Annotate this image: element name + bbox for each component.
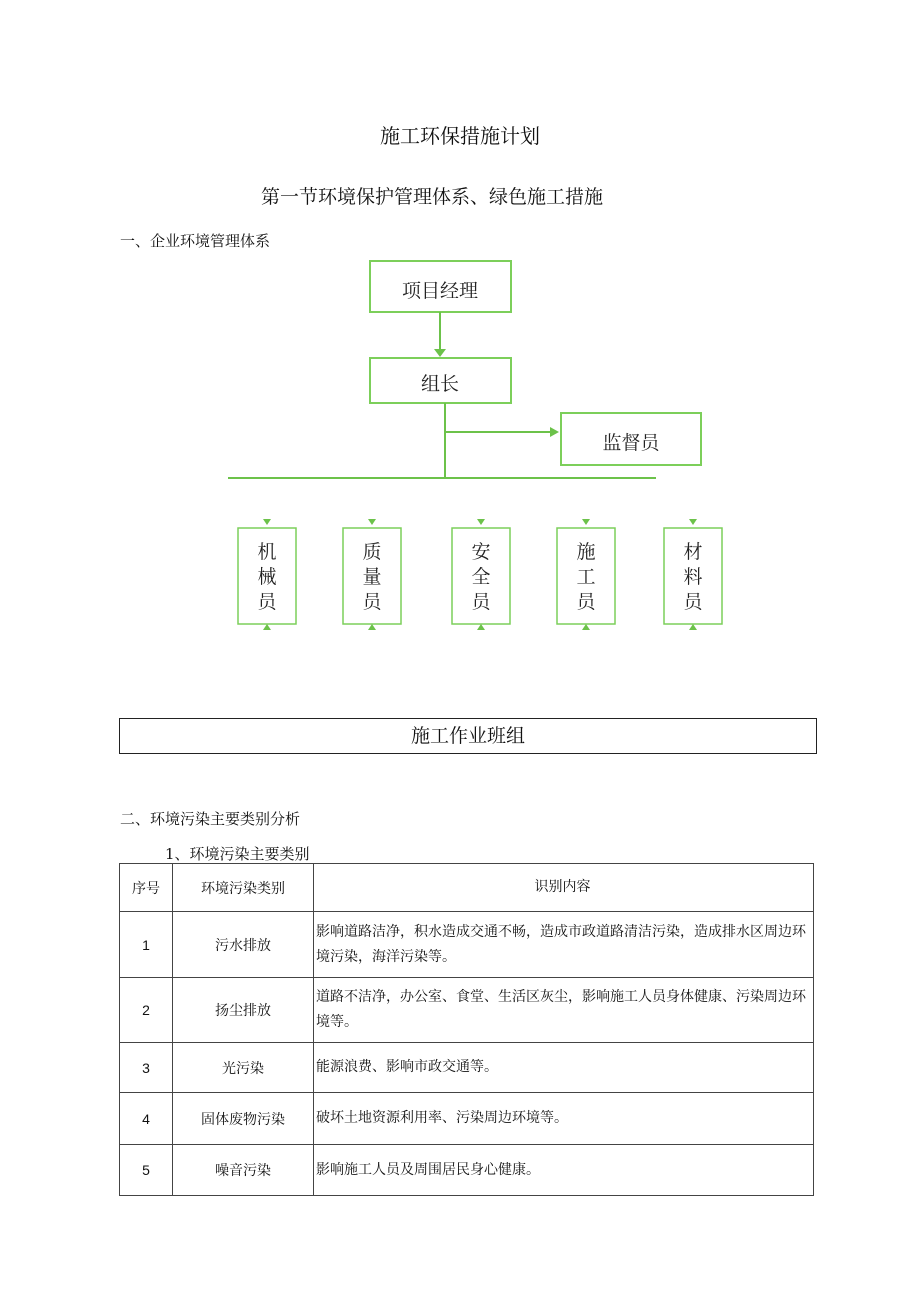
org-arrow (434, 349, 446, 357)
org-arrow (582, 624, 590, 630)
row-no: 3 (120, 1043, 173, 1093)
table-row (120, 912, 814, 978)
table-row (120, 1145, 814, 1196)
org-role-char: 工 (576, 566, 596, 588)
row-category: 噪音污染 (173, 1145, 314, 1196)
row-no: 2 (120, 978, 173, 1043)
org-role-char: 员 (576, 591, 596, 613)
org-role-char: 全 (471, 566, 491, 588)
org-label-project-manager: 项目经理 (401, 280, 479, 302)
org-arrow (477, 519, 485, 525)
team-box: 施工作业班组 (119, 718, 817, 754)
org-role-char: 材 (683, 541, 703, 563)
header-category: 环境污染类别 (173, 864, 314, 912)
org-arrow (689, 519, 697, 525)
org-role-char: 械 (257, 566, 277, 588)
org-role-box (557, 519, 615, 630)
org-role-char: 料 (683, 566, 703, 588)
org-label-supervisor: 监督员 (602, 432, 660, 454)
org-role-char: 员 (362, 591, 382, 613)
table-row (120, 978, 814, 1043)
org-role-char: 安 (471, 541, 491, 563)
heading-pollution-analysis: 二、环境污染主要类别分析 (120, 810, 301, 828)
org-role-char: 员 (257, 591, 277, 613)
org-chart (220, 255, 703, 635)
subheading-pollution-categories: 1、环境污染主要类别 (165, 845, 310, 863)
header-no: 序号 (120, 864, 173, 912)
org-arrow (477, 624, 485, 630)
row-no: 5 (120, 1145, 173, 1196)
org-role-box (664, 519, 722, 630)
org-role-box (343, 519, 401, 630)
org-arrow (368, 624, 376, 630)
table-row (120, 1093, 814, 1145)
table-header-row (120, 864, 814, 912)
org-role-char: 机 (257, 541, 277, 563)
org-role-char: 员 (683, 591, 703, 613)
row-content: 破坏土地资源利用率、污染周边环境等。 (314, 1093, 814, 1145)
row-content: 能源浪费、影响市政交通等。 (314, 1043, 814, 1093)
org-arrow (263, 519, 271, 525)
org-roles (238, 519, 722, 630)
row-category: 光污染 (173, 1043, 314, 1093)
org-role-box (238, 519, 296, 630)
org-arrow (263, 624, 271, 630)
page-title: 施工环保措施计划 (380, 124, 540, 148)
pollution-table (119, 863, 814, 1196)
org-role-char: 施 (576, 541, 596, 563)
header-content: 识别内容 (314, 864, 814, 912)
org-arrow (582, 519, 590, 525)
row-content: 影响施工人员及周围居民身心健康。 (314, 1145, 814, 1196)
org-role-char: 质 (362, 541, 382, 563)
row-content: 道路不洁净，办公室、食堂、生活区灰尘，影响施工人员身体健康、污染周边环境等。 (314, 978, 814, 1043)
org-arrow (368, 519, 376, 525)
org-role-box (452, 519, 510, 630)
org-arrow (689, 624, 697, 630)
org-arrow (550, 427, 559, 437)
row-no: 1 (120, 912, 173, 978)
org-label-leader: 组长 (420, 373, 460, 395)
table-row (120, 1043, 814, 1093)
row-content: 影响道路洁净，积水造成交通不畅，造成市政道路清洁污染，造成排水区周边环境污染，海洋污染等。 (314, 912, 814, 978)
row-no: 4 (120, 1093, 173, 1145)
row-category: 扬尘排放 (173, 978, 314, 1043)
org-role-char: 员 (471, 591, 491, 613)
section-title: 第一节环境保护管理体系、绿色施工措施 (260, 186, 603, 208)
heading-management-system: 一、企业环境管理体系 (120, 232, 271, 250)
org-role-char: 量 (362, 566, 382, 588)
row-category: 固体废物污染 (173, 1093, 314, 1145)
row-category: 污水排放 (173, 912, 314, 978)
